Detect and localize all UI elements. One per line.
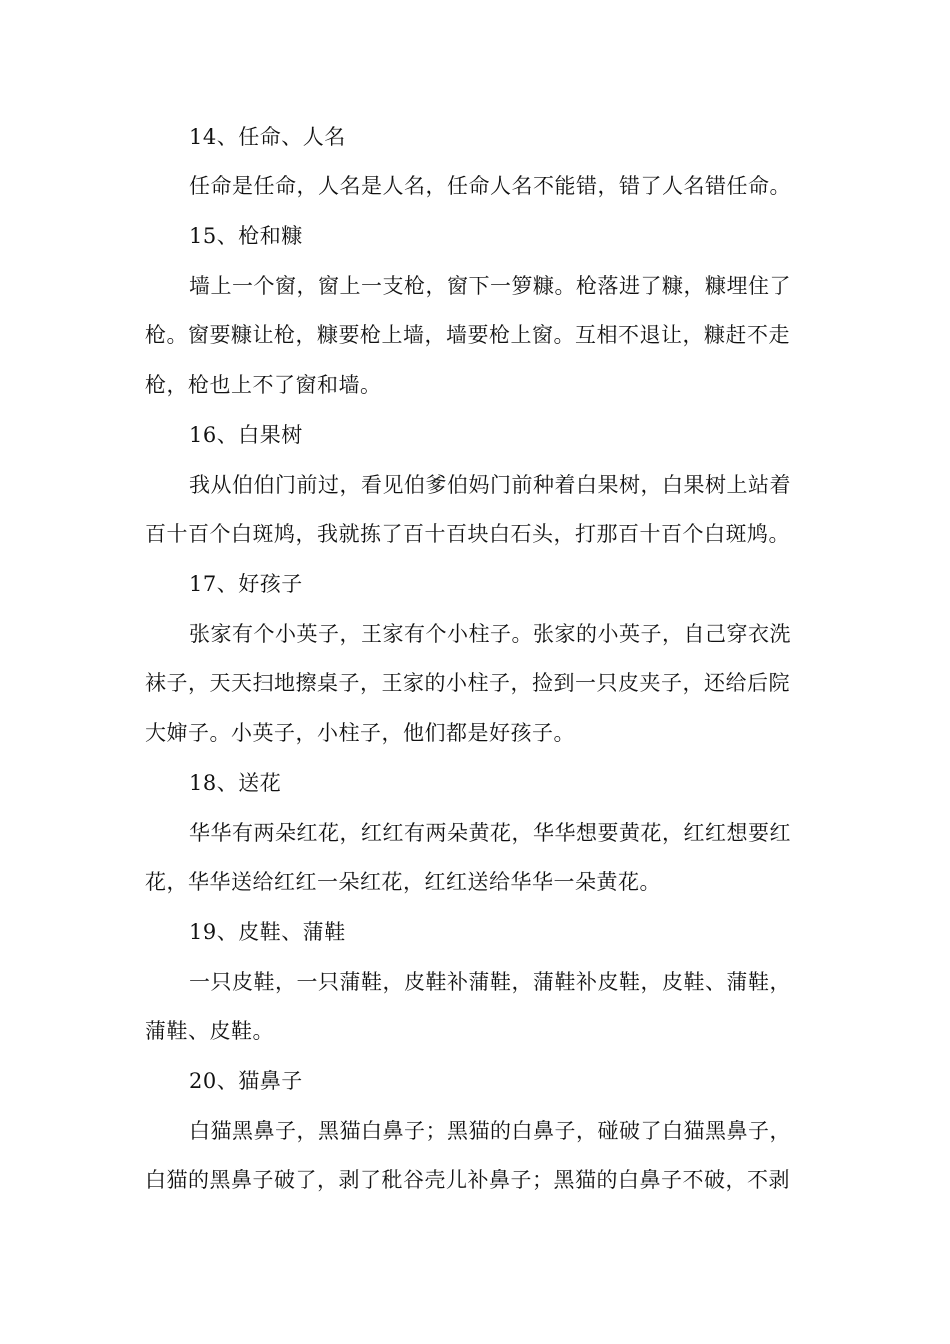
paragraph-line: 华华有两朵红花，红红有两朵黄花，华华想要黄花，红红想要红 [189, 821, 791, 845]
section-heading: 14、任命、人名 [189, 125, 346, 149]
paragraph-line: 我从伯伯门前过，看见伯爹伯妈门前种着白果树，白果树上站着 [189, 473, 791, 497]
section-heading: 15、枪和糠 [189, 224, 303, 248]
paragraph-line: 一只皮鞋，一只蒲鞋，皮鞋补蒲鞋，蒲鞋补皮鞋，皮鞋、蒲鞋， [189, 970, 791, 994]
section-heading: 18、送花 [189, 771, 282, 795]
paragraph-line: 百十百个白斑鸠，我就拣了百十百块白石头，打那百十百个白斑鸠。 [145, 522, 790, 546]
paragraph-line: 袜子，天天扫地擦桌子，王家的小柱子，捡到一只皮夹子，还给后院 [145, 671, 790, 695]
section-heading: 17、好孩子 [189, 572, 303, 596]
paragraph-line: 白猫黑鼻子，黑猫白鼻子；黑猫的白鼻子，碰破了白猫黑鼻子， [189, 1119, 791, 1143]
paragraph-line: 任命是任命，人名是人名，任命人名不能错，错了人名错任命。 [189, 174, 791, 198]
section-heading: 20、猫鼻子 [189, 1069, 303, 1093]
paragraph-line: 花，华华送给红红一朵红花，红红送给华华一朵黄花。 [145, 870, 661, 894]
paragraph-line: 墙上一个窗，窗上一支枪，窗下一箩糠。枪落进了糠，糠埋住了 [189, 274, 791, 298]
paragraph-line: 白猫的黑鼻子破了，剥了秕谷壳儿补鼻子；黑猫的白鼻子不破，不剥 [145, 1168, 790, 1192]
section-heading: 19、皮鞋、蒲鞋 [189, 920, 346, 944]
paragraph-line: 张家有个小英子，王家有个小柱子。张家的小英子，自己穿衣洗 [189, 622, 791, 646]
section-heading: 16、白果树 [189, 423, 303, 447]
paragraph-line: 枪，枪也上不了窗和墙。 [145, 373, 382, 397]
paragraph-line: 枪。窗要糠让枪，糠要枪上墙，墙要枪上窗。互相不退让，糠赶不走 [145, 323, 790, 347]
paragraph-line: 大婶子。小英子，小柱子，他们都是好孩子。 [145, 721, 575, 745]
paragraph-line: 蒲鞋、皮鞋。 [145, 1019, 274, 1043]
